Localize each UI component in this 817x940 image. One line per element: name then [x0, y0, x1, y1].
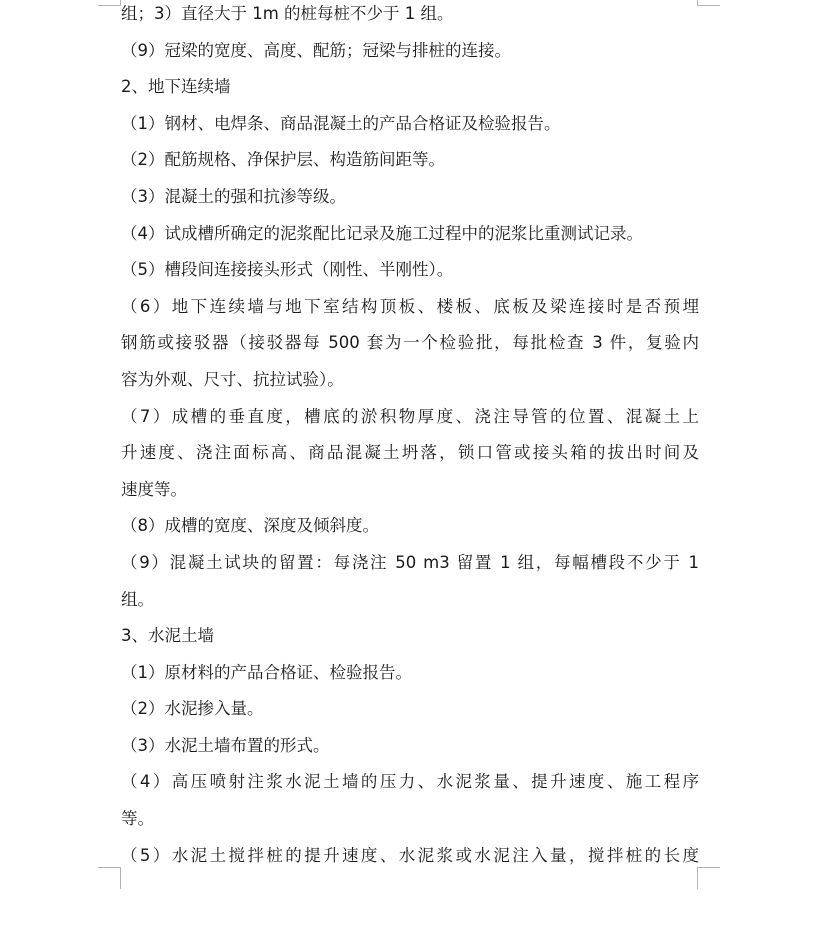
text-line: （4）试成槽所确定的泥浆配比记录及施工过程中的泥浆比重测试记录。: [121, 223, 643, 243]
text-line: （2）水泥掺入量。: [121, 699, 264, 719]
bottom-left-corner-mark-h: [98, 867, 121, 868]
text-line: 组；3）直径大于 1m 的桩每桩不少于 1 组。: [121, 4, 454, 23]
bottom-right-corner-mark: [697, 867, 698, 889]
document-body: [121, 0, 699, 874]
text-line: （8）成槽的宽度、深度及倾斜度。: [121, 516, 379, 536]
text-line: 等。: [121, 809, 154, 829]
top-right-corner-mark-h: [697, 5, 720, 6]
text-line: （5）水泥土搅拌桩的提升速度、水泥浆或水泥注入量，搅拌桩的长度: [121, 845, 699, 865]
top-left-corner-mark-h: [98, 5, 121, 6]
text-line: （3）混凝土的强和抗渗等级。: [121, 186, 346, 206]
text-line: 2、地下连续墙: [121, 77, 231, 97]
text-line: （9）混凝土试块的留置：每浇注 50 m3 留置 1 组，每幅槽段不少于 1: [121, 552, 699, 572]
text-line: （9）冠梁的宽度、高度、配筋；冠梁与排桩的连接。: [121, 40, 511, 60]
bottom-right-corner-mark-h: [697, 867, 720, 868]
text-line: （2）配筋规格、净保护层、构造筋间距等。: [121, 150, 445, 170]
text-line: 容为外观、尺寸、抗拉试验）。: [121, 369, 344, 389]
text-line: （1）钢材、电焊条、商品混凝土的产品合格证及检验报告。: [121, 113, 561, 133]
text-line: 钢筋或接驳器（接驳器每 500 套为一个检验批，每批检查 3 件，复验内: [121, 333, 699, 353]
text-line: 升速度、浇注面标高、商品混凝土坍落，锁口管或接头箱的拔出时间及: [121, 443, 699, 463]
text-line: （5）槽段间连接接头形式（刚性、半刚性）。: [121, 260, 454, 280]
text-line: （7）成槽的垂直度，槽底的淤积物厚度、浇注导管的位置、混凝土上: [121, 406, 699, 426]
text-line: 组。: [121, 589, 154, 609]
text-line: （6）地下连续墙与地下室结构顶板、楼板、底板及梁连接时是否预埋: [121, 296, 699, 316]
text-line: （3）水泥土墙布置的形式。: [121, 735, 330, 755]
text-line: （1）原材料的产品合格证、检验报告。: [121, 662, 412, 682]
bottom-left-corner-mark: [120, 867, 121, 889]
text-line: （4）高压喷射注浆水泥土墙的压力、水泥浆量、提升速度、施工程序: [121, 772, 699, 792]
text-line: 3、水泥土墙: [121, 626, 214, 646]
text-line: 速度等。: [121, 479, 187, 499]
